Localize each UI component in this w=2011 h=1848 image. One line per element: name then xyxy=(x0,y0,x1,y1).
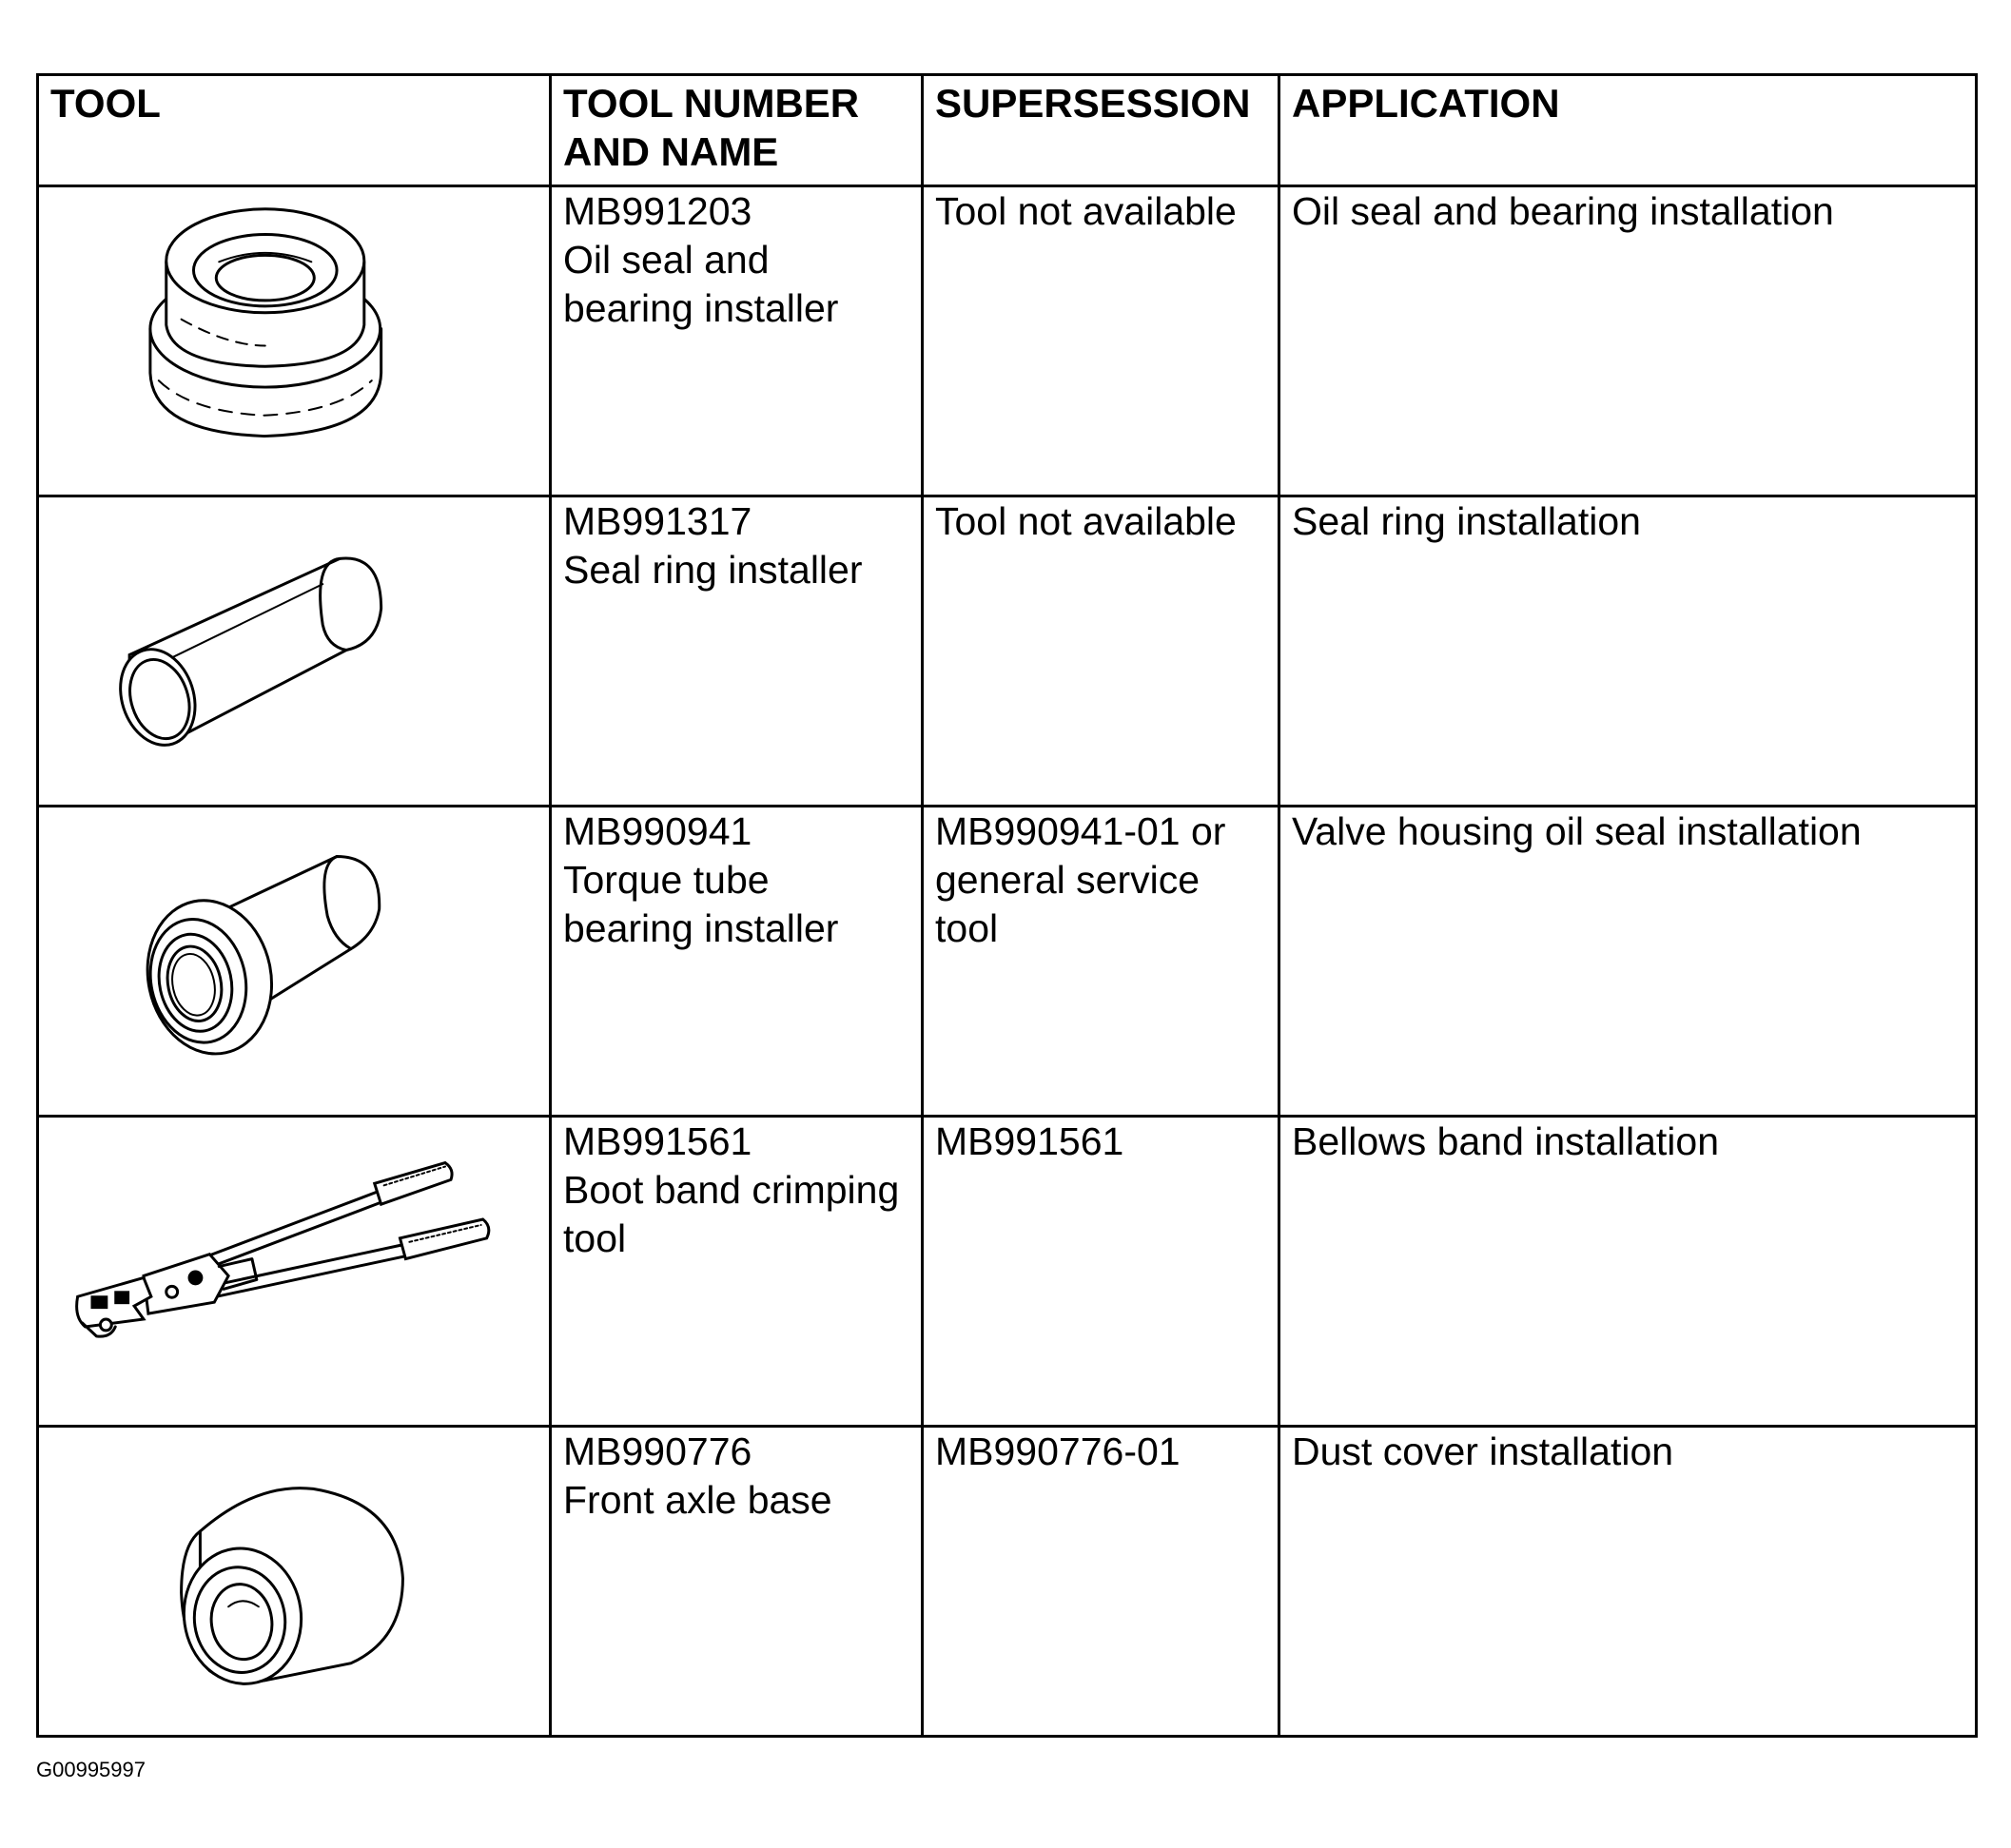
table-row xyxy=(38,1117,1977,1427)
tool-number: MB990941 xyxy=(563,809,752,853)
application-cell: Oil seal and bearing installation xyxy=(1279,186,1977,496)
tool-number-name-cell xyxy=(551,1427,923,1737)
supersession-cell xyxy=(923,496,1279,807)
seal-ring-installer-drawing xyxy=(39,497,549,805)
tool-number: MB991203 xyxy=(563,189,752,233)
tool-number: MB991561 xyxy=(563,1119,752,1163)
tool-number: MB991317 xyxy=(563,499,752,543)
table-row xyxy=(38,186,1977,496)
tool-number-name-cell xyxy=(551,496,923,807)
supersession-line: general service xyxy=(935,858,1201,902)
figure-id: G00995997 xyxy=(36,1758,146,1781)
header-tool-number-and-name xyxy=(551,75,923,186)
supersession-cell xyxy=(923,807,1279,1117)
supersession-line: MB991561 xyxy=(935,1119,1124,1163)
header-supersession: SUPERSESSION xyxy=(923,75,1279,186)
supersession-line: MB990941-01 or xyxy=(935,809,1226,853)
header-row xyxy=(38,75,1977,186)
tool-illustration-cell xyxy=(38,496,551,807)
supersession-line: tool xyxy=(935,906,999,950)
application-cell: Dust cover installation xyxy=(1279,1427,1977,1737)
supersession-line: MB990776-01 xyxy=(935,1430,1181,1473)
table-row xyxy=(38,1427,1977,1737)
supersession-cell xyxy=(923,1117,1279,1427)
tool-illustration-cell xyxy=(38,1117,551,1427)
tool-name-line: bearing installer xyxy=(563,906,839,950)
tool-name-line: Oil seal and xyxy=(563,238,770,282)
torque-tube-bearing-installer-drawing xyxy=(39,807,549,1115)
tool-name-line: Seal ring installer xyxy=(563,548,863,592)
table-row xyxy=(38,807,1977,1117)
boot-band-crimping-tool-drawing xyxy=(39,1118,549,1425)
table-row xyxy=(38,496,1977,807)
header-tool: TOOL xyxy=(38,75,551,186)
supersession-line: Tool not available xyxy=(935,189,1237,233)
tool-name-line: bearing installer xyxy=(563,286,839,330)
header-tool-number-line-1: TOOL NUMBER xyxy=(563,81,860,126)
supersession-cell xyxy=(923,1427,1279,1737)
tool-illustration-cell xyxy=(38,1427,551,1737)
tool-name-line: tool xyxy=(563,1216,627,1260)
supersession-line: Tool not available xyxy=(935,499,1237,543)
application-cell: Bellows band installation xyxy=(1279,1117,1977,1427)
tool-number-name-cell xyxy=(551,186,923,496)
tool-illustration-cell xyxy=(38,807,551,1117)
application-cell: Valve housing oil seal installation xyxy=(1279,807,1977,1117)
header-application: APPLICATION xyxy=(1279,75,1977,186)
tool-name-line: Boot band crimping xyxy=(563,1168,900,1212)
tool-name-line: Front axle base xyxy=(563,1478,832,1522)
application-cell: Seal ring installation xyxy=(1279,496,1977,807)
front-axle-base-drawing xyxy=(39,1428,549,1735)
header-tool-number-line-2: AND NAME xyxy=(563,129,779,174)
special-tools-table xyxy=(36,73,1978,1738)
tool-illustration-cell xyxy=(38,186,551,496)
tool-number-name-cell xyxy=(551,1117,923,1427)
tool-number-name-cell xyxy=(551,807,923,1117)
tool-name-line: Torque tube xyxy=(563,858,770,902)
oil-seal-bearing-installer-drawing xyxy=(39,187,549,495)
tool-number: MB990776 xyxy=(563,1430,752,1473)
supersession-cell xyxy=(923,186,1279,496)
